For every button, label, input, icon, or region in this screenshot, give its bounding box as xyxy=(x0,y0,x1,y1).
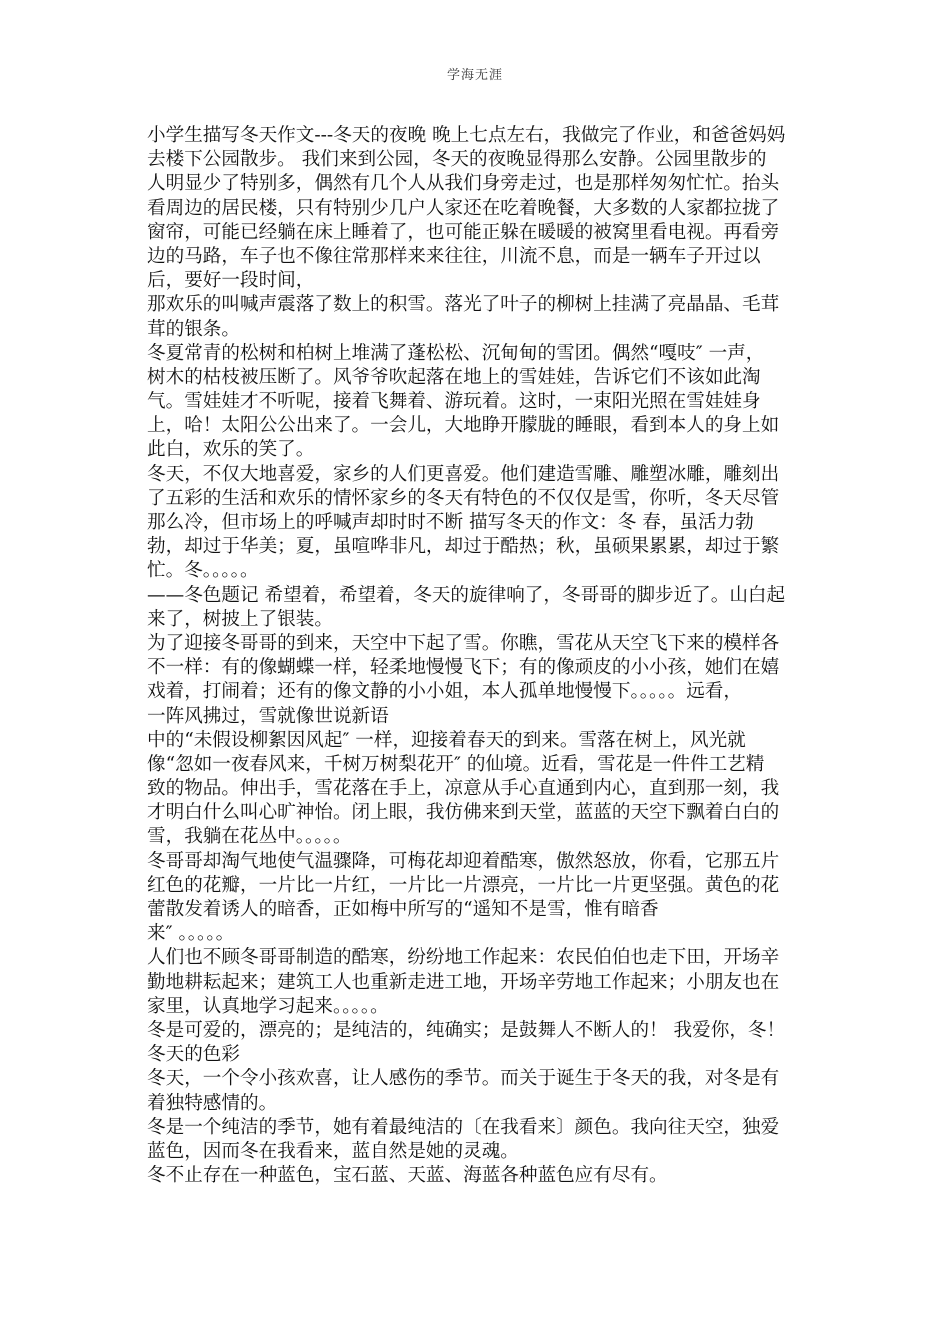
page-header-title: 学海无涯 xyxy=(446,68,503,83)
text-line: 冬天，一个令小孩欢喜，让人感伤的季节。而关于诞生于冬天的我，对冬是有 xyxy=(147,1068,780,1090)
text-line: 才明白什么叫心旷神怡。闭上眼，我仿佛来到天堂，蓝蓝的天空下飘着白白的 xyxy=(147,802,780,824)
text-line: 不一样：有的像蝴蝶一样，轻柔地慢慢飞下；有的像顽皮的小小孩，她们在嬉 xyxy=(147,657,780,679)
text-line: 人明显少了特别多，偶然有几个人从我们身旁走过，也是那样匆匆忙忙。抬头 xyxy=(147,173,780,195)
text-line: 上，哈！太阳公公出来了。一会儿，大地睁开朦胧的睡眼，看到本人的身上如 xyxy=(147,415,780,437)
text-line: 为了迎接冬哥哥的到来，天空中下起了雪。你瞧，雪花从天空飞下来的模样各 xyxy=(147,632,780,654)
text-line: 忙。冬。。。。。 xyxy=(147,560,259,582)
text-line: 雪，我躺在花丛中。。。。。 xyxy=(147,826,352,848)
text-line: 冬天，不仅大地喜爱，家乡的人们更喜爱。他们建造雪雕、雕塑冰雕，雕刻出 xyxy=(147,463,780,485)
text-line: 树木的枯枝被压断了。风爷爷吹起落在地上的雪娃娃，告诉它们不该如此淘 xyxy=(147,366,761,388)
text-line: 勤地耕耘起来；建筑工人也重新走进工地，开场辛劳地工作起来；小朋友也在 xyxy=(147,971,780,993)
text-line: 中的“未假设柳絮因风起″ 一样，迎接着春天的到来。雪落在树上，风光就 xyxy=(147,729,746,751)
text-line: 去楼下公园散步。 我们来到公园，冬天的夜晚显得那么安静。公园里散步的 xyxy=(147,149,767,171)
text-line: 后，要好一段时间， xyxy=(147,270,315,292)
text-line: 戏着，打闹着；还有的像文静的小小姐，本人孤单地慢慢下。。。。。远看， xyxy=(147,681,742,703)
text-line: 气。雪娃娃才不听呢，接着飞舞着、游玩着。这时，一束阳光照在雪娃娃身 xyxy=(147,391,761,413)
text-line: 家里，认真地学习起来。。。。。 xyxy=(147,995,389,1017)
text-line: 致的物品。伸出手，雪花落在手上，凉意从手心直通到内心，直到那一刻，我 xyxy=(147,778,780,800)
text-line: 蓝色，因而冬在我看来，蓝自然是她的灵魂。 xyxy=(147,1140,519,1162)
text-line: 此白，欢乐的笑了。 xyxy=(147,439,315,461)
text-line: 边的马路，车子也不像往常那样来来往往，川流不息，而是一辆车子开过以 xyxy=(147,245,761,267)
text-line: 那么冷，但市场上的呼喊声却时时不断 描写冬天的作文：冬 春，虽活力勃 xyxy=(147,512,754,533)
text-line: 一阵风拂过，雪就像世说新语 xyxy=(147,705,389,727)
text-line: 了五彩的生活和欢乐的情怀家乡的冬天有特色的不仅仅是雪，你听，冬天尽管 xyxy=(147,487,780,509)
text-line: 小学生描写冬天作文---冬天的夜晚 晚上七点左右，我做完了作业，和爸爸妈妈 xyxy=(147,125,786,146)
text-line: 茸的银条。 xyxy=(147,318,240,340)
text-line: 像“忽如一夜春风来，千树万树梨花开″ 的仙境。近看，雪花是一件件工艺精 xyxy=(147,753,765,775)
article-body xyxy=(147,124,807,1188)
text-line: 看周边的居民楼，只有特别少几户人家还在吃着晚餐，大多数的人家都拉拢了 xyxy=(147,197,780,219)
text-line: 冬是可爱的，漂亮的；是纯洁的，纯确实；是鼓舞人不断人的！ 我爱你，冬！ xyxy=(147,1019,786,1041)
text-line: 冬夏常青的松树和柏树上堆满了蓬松松、沉甸甸的雪团。偶然“嘎吱″ 一声， xyxy=(147,342,765,364)
text-line: 来″ 。。。。。 xyxy=(147,923,235,945)
text-line: 蕾散发着诱人的暗香，正如梅中所写的“遥知不是雪，惟有暗香 xyxy=(147,899,659,920)
text-line: 那欢乐的叫喊声震落了数上的积雪。落光了叶子的柳树上挂满了亮晶晶、毛茸 xyxy=(147,294,780,316)
text-line: 窗帘，可能已经躺在床上睡着了，也可能正躲在暖暖的被窝里看电视。再看旁 xyxy=(147,221,780,243)
text-line: 人们也不顾冬哥哥制造的酷寒，纷纷地工作起来：农民伯伯也走下田，开场辛 xyxy=(147,947,780,969)
text-line: 勃，却过于华美；夏，虽喧哗非凡，却过于酷热；秋，虽硕果累累，却过于繁 xyxy=(147,536,780,558)
text-line: 冬哥哥却淘气地使气温骤降，可梅花却迎着酷寒，傲然怒放，你看，它那五片 xyxy=(147,850,780,872)
text-line: 红色的花瓣，一片比一片红，一片比一片漂亮，一片比一片更坚强。黄色的花 xyxy=(147,874,780,896)
text-line: 来了，树披上了银装。 xyxy=(147,608,333,630)
text-line: ——冬色题记 希望着，希望着，冬天的旋律响了，冬哥哥的脚步近了。山白起 xyxy=(147,584,786,606)
text-line: 冬不止存在一种蓝色，宝石蓝、天蓝、海蓝各种蓝色应有尽有。 xyxy=(147,1165,668,1187)
text-line: 冬是一个纯洁的季节，她有着最纯洁的〔在我看来〕颜色。我向往天空，独爱 xyxy=(147,1116,780,1138)
text-line: 着独特感情的。 xyxy=(147,1092,278,1114)
text-line: 冬天的色彩 xyxy=(147,1044,240,1066)
